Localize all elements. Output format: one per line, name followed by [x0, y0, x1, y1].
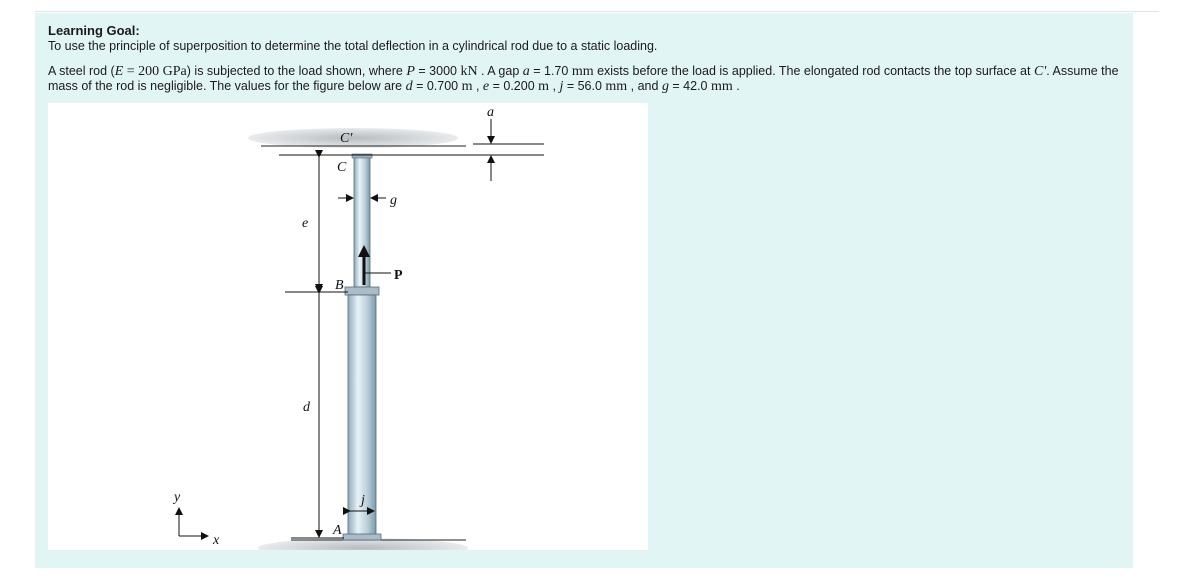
e-value: = 0.200	[489, 79, 539, 93]
problem-text: ,	[472, 79, 483, 93]
base-plate	[343, 534, 381, 540]
label-y: y	[174, 490, 181, 505]
rod-diagram	[48, 103, 648, 550]
rod-figure	[48, 103, 648, 550]
g-value: = 42.0	[668, 79, 711, 93]
problem-text: . A gap	[477, 64, 523, 78]
gap-value: = 1.70	[529, 64, 572, 78]
label-c: C	[337, 160, 347, 175]
upper-rod	[354, 157, 370, 287]
label-j: j	[361, 493, 365, 508]
b-flange	[345, 287, 379, 295]
label-g: g	[390, 193, 397, 208]
load-value: = 3000	[414, 64, 461, 78]
label-x: x	[213, 533, 220, 548]
learning-goal-panel	[35, 13, 1133, 568]
j-unit: mm	[605, 79, 628, 94]
problem-statement	[48, 64, 1123, 94]
load-symbol: P	[406, 64, 415, 79]
gap-symbol: a	[522, 64, 530, 79]
problem-text: A steel rod (	[48, 64, 115, 78]
e-modulus-value: E = 200 GPa	[114, 64, 187, 79]
label-e: e	[302, 216, 309, 231]
gap-unit: mm	[571, 64, 594, 79]
g-unit: mm	[711, 79, 733, 94]
c-prime-ref: C'	[1033, 64, 1047, 79]
problem-text: . Assume the mass of the rod is negligible. The values for the figure below are	[48, 64, 1119, 93]
j-symbol: j	[559, 79, 564, 94]
label-d: d	[303, 400, 310, 415]
e-unit: m	[538, 79, 550, 94]
label-p: P	[394, 268, 403, 283]
label-a-support: A	[333, 523, 342, 538]
problem-text: ,	[549, 79, 560, 93]
g-symbol: g	[661, 79, 669, 94]
problem-text: ) is subjected to the load shown, where	[186, 64, 407, 78]
label-a: a	[487, 105, 494, 120]
learning-goal-heading: Learning Goal:	[48, 23, 140, 38]
d-value: = 0.700	[412, 79, 462, 93]
problem-text: exists before the load is applied. The elongated rod contacts the top surface at	[593, 64, 1034, 78]
label-c-prime: C'	[340, 131, 353, 146]
j-value: = 56.0	[563, 79, 606, 93]
d-unit: m	[461, 79, 473, 94]
top-divider	[35, 11, 1159, 12]
d-symbol: d	[405, 79, 413, 94]
label-b: B	[335, 278, 344, 293]
learning-goal-text: To use the principle of superposition to determine the total deflection in a cylindrical rod due to a static loading.	[48, 39, 658, 53]
problem-text: , and	[627, 79, 662, 93]
problem-text: .	[732, 79, 740, 93]
load-unit: kN	[460, 64, 478, 79]
e-symbol: e	[482, 79, 490, 94]
top-support-shade	[248, 128, 458, 148]
